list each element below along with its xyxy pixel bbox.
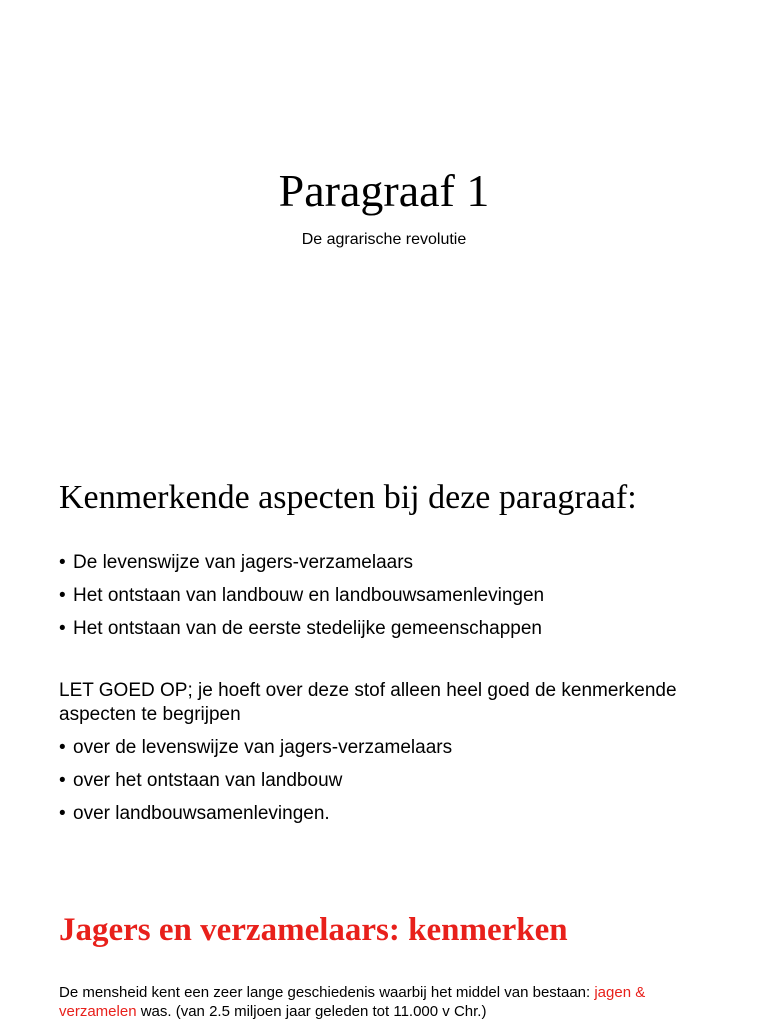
list-item bbox=[59, 579, 544, 612]
list-item bbox=[59, 797, 452, 830]
bullet-icon: • bbox=[59, 803, 66, 824]
list-item bbox=[59, 731, 452, 764]
list-item-text: over het ontstaan van landbouw bbox=[73, 770, 343, 791]
bullet-icon: • bbox=[59, 737, 66, 758]
focus-list bbox=[59, 731, 452, 830]
list-item-text: over de levenswijze van jagers-verzamelaars bbox=[73, 737, 453, 758]
bullet-icon: • bbox=[59, 770, 66, 791]
intro-paragraph bbox=[59, 983, 719, 1021]
paragraph-highlight: jagen & verzamelen bbox=[59, 984, 646, 1020]
slide-title: Paragraaf 1 bbox=[278, 165, 490, 216]
hunters-heading: Jagers en verzamelaars: kenmerken bbox=[59, 912, 568, 948]
list-item-text: Het ontstaan van landbouw en landbouwsamenlevingen bbox=[73, 585, 545, 606]
paragraph-text-start: De mensheid kent een zeer lange geschiedenis waarbij het middel van bestaan: bbox=[59, 984, 595, 1001]
list-item-text: over landbouwsamenlevingen. bbox=[73, 803, 330, 824]
list-item bbox=[59, 546, 544, 579]
bullet-icon: • bbox=[59, 618, 66, 639]
bullet-icon: • bbox=[59, 585, 66, 606]
aspects-heading: Kenmerkende aspecten bij deze paragraaf: bbox=[59, 479, 637, 516]
list-item-text: Het ontstaan van de eerste stedelijke gemeenschappen bbox=[73, 618, 542, 639]
slide-subtitle: De agrarische revolutie bbox=[301, 231, 467, 248]
aspects-list bbox=[59, 546, 544, 645]
list-item bbox=[59, 612, 544, 645]
list-item-text: De levenswijze van jagers-verzamelaars bbox=[73, 552, 414, 573]
bullet-icon: • bbox=[59, 552, 66, 573]
paragraph-text-end: was. (van 2.5 miljoen jaar geleden tot 11.000 v Chr.) bbox=[136, 1003, 487, 1020]
list-item bbox=[59, 764, 452, 797]
attention-note: LET GOED OP; je hoeft over deze stof alleen heel goed de kenmerkende aspecten te begrijpen bbox=[59, 680, 677, 725]
